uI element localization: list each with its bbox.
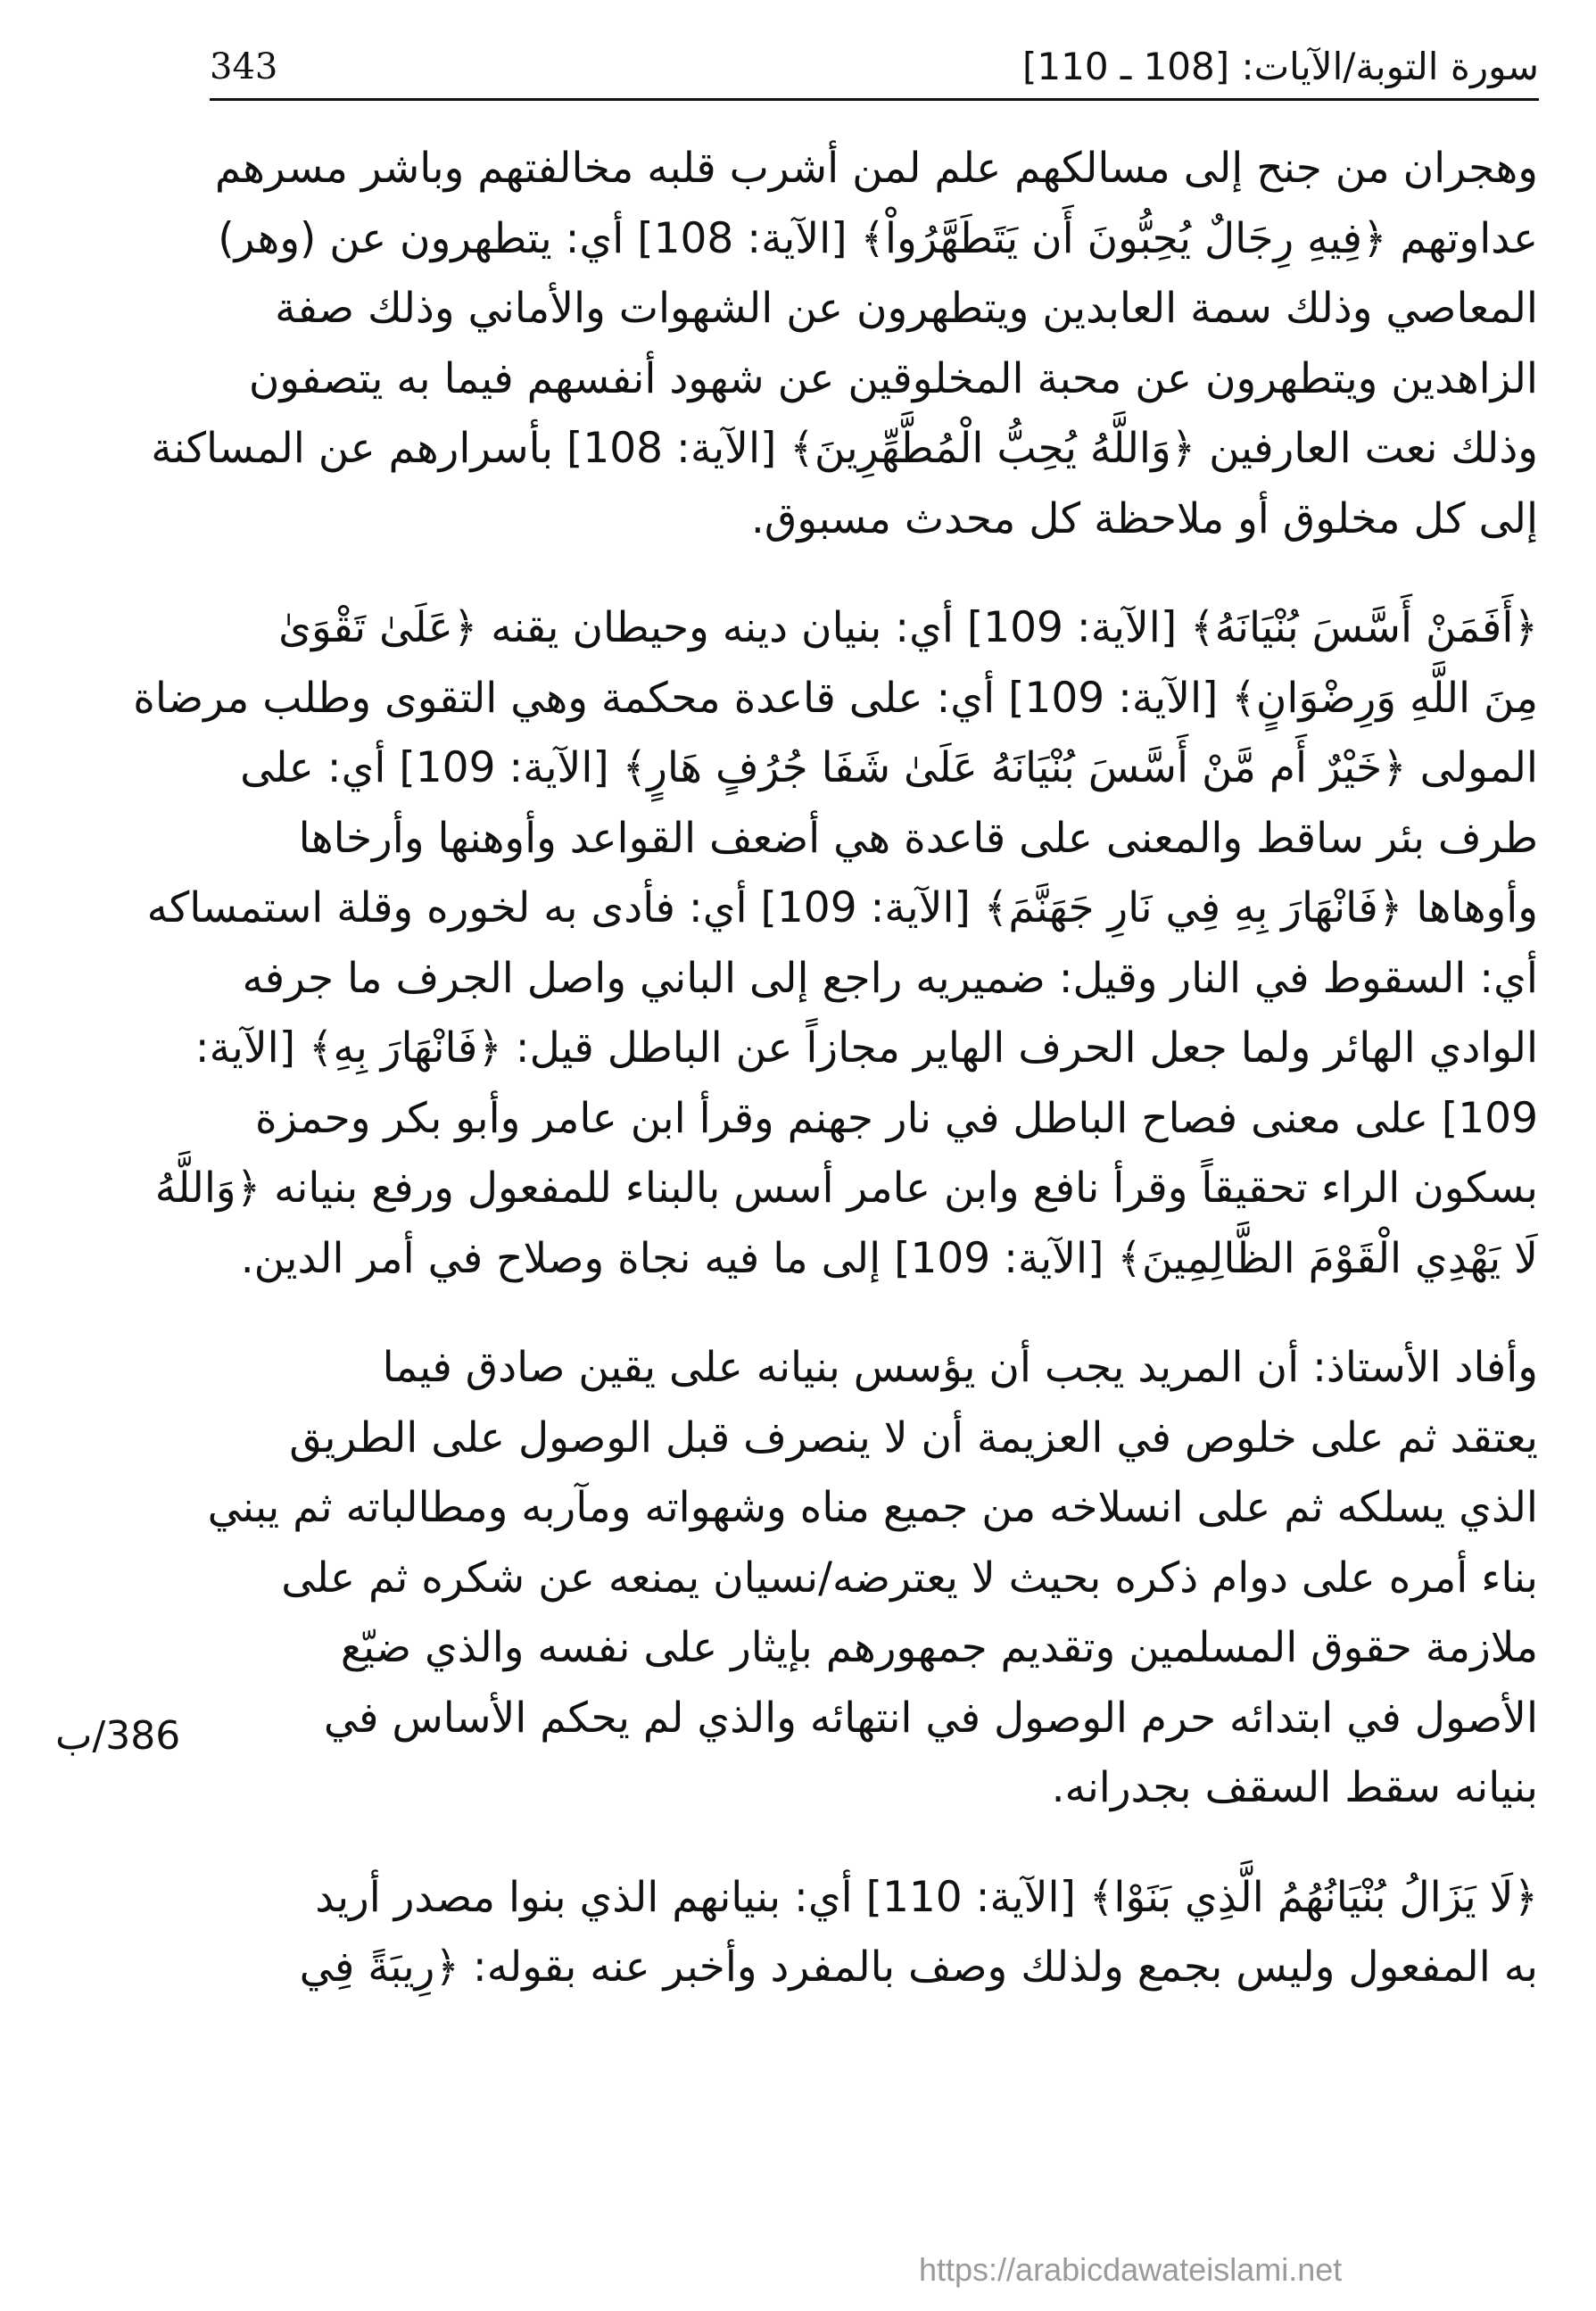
text-line: وذلك نعت العارفين ﴿وَاللَّهُ يُحِبُّ الْمُطَّهِّرِينَ﴾ [الآية: 108] بأسرارهم عن المساكنة: [151, 424, 1538, 473]
page-header: [210, 45, 1539, 101]
text-line: لَا يَهْدِي الْقَوْمَ الظَّالِمِينَ﴾ [الآية: 109] إلى ما فيه نجاة وصلاح في أمر الدين.: [240, 1233, 1538, 1283]
paragraph: [207, 1333, 1538, 1824]
text-line: وأفاد الأستاذ: أن المريد يجب أن يؤسس بنيانه على يقين صادق فيما: [382, 1343, 1538, 1392]
text-line: المولى ﴿خَيْرٌ أَم مَّنْ أَسَّسَ بُنْيَانَهُ عَلَىٰ شَفَا جُرُفٍ هَارٍ﴾ [الآية: 109] أي: على: [240, 743, 1538, 792]
text-line: ﴿لَا يَزَالُ بُنْيَانُهُمُ الَّذِي بَنَوْا﴾ [الآية: 110] أي: بنيانهم الذي بنوا مصدر أريد: [315, 1872, 1538, 1922]
text-line: به المفعول وليس بجمع ولذلك وصف بالمفرد وأخبر عنه بقوله: ﴿رِيبَةً فِي: [299, 1942, 1538, 1992]
text-line: مِنَ اللَّهِ وَرِضْوَانٍ﴾ [الآية: 109] أي: على قاعدة محكمة وهي التقوى وطلب مرضاة: [133, 673, 1538, 723]
page-body: [133, 134, 1538, 2003]
page-number: 343: [210, 46, 278, 87]
text-line: الذي يسلكه ثم على انسلاخه من جميع مناه وشهواته ومآربه ومطالباته ثم يبني: [207, 1483, 1538, 1532]
paragraph: [211, 1863, 1538, 2003]
text-line: الزاهدين ويتطهرون عن محبة المخلوقين عن شهود أنفسهم فيما به يتصفون: [248, 353, 1538, 403]
text-line: أي: السقوط في النار وقيل: ضميريه راجع إلى الباني واصل الجرف ما جرفه: [242, 953, 1538, 1003]
paragraph-gap: [211, 554, 1538, 593]
paragraph-gap: [211, 1294, 1538, 1333]
margin-folio-note: 386/ب: [55, 1713, 181, 1759]
text-line: طرف بئر ساقط والمعنى على قاعدة هي أضعف القواعد وأوهنها وأرخاها: [298, 813, 1538, 863]
text-line: الوادي الهائر ولما جعل الحرف الهاير مجازاً عن الباطل قيل: ﴿فَانْهَارَ بِهِ﴾ [الآية:: [194, 1023, 1538, 1073]
text-line: بسكون الراء تحقيقاً وقرأ نافع وابن عامر أسس بالبناء للمفعول ورفع بنيانه ﴿وَاللَّهُ: [154, 1164, 1538, 1213]
paragraph: [151, 134, 1538, 554]
text-line: وأوهاها ﴿فَانْهَارَ بِهِ فِي نَارِ جَهَنَّمَ﴾ [الآية: 109] أي: فأدى به لخوره وقلة استمساكه: [146, 883, 1538, 932]
text-line: إلى كل مخلوق أو ملاحظة كل محدث مسبوق.: [750, 493, 1538, 543]
text-line: 109] على معنى فصاح الباطل في نار جهنم وقرأ ابن عامر وأبو بكر وحمزة: [254, 1093, 1538, 1143]
text-line: وهجران من جنح إلى مسالكهم علم لمن أشرب قلبه مخالفتهم وباشر مسرهم: [214, 144, 1538, 193]
text-line: المعاصي وذلك سمة العابدين ويتطهرون عن الشهوات والأماني وذلك صفة: [275, 284, 1538, 333]
paragraph: [133, 593, 1538, 1294]
text-line: بناء أمره على دوام ذكره بحيث لا يعترضه/نسيان يمنعه عن شكره ثم على: [281, 1553, 1538, 1603]
paragraph-gap: [211, 1824, 1538, 1863]
text-line: ملازمة حقوق المسلمين وتقديم جمهورهم بإيثار على نفسه والذي ضيّع: [340, 1623, 1538, 1672]
watermark-url: https://arabicdawateislami.net: [919, 2251, 1343, 2288]
text-line: ﴿أَفَمَنْ أَسَّسَ بُنْيَانَهُ﴾ [الآية: 109] أي: بنيان دينه وحيطان يقنه ﴿عَلَىٰ تَقْوَىٰ: [278, 603, 1538, 652]
text-line: عداوتهم ﴿فِيهِ رِجَالٌ يُحِبُّونَ أَن يَتَطَهَّرُواْ﴾ [الآية: 108] أي: يتطهرون عن (وهر): [218, 213, 1538, 263]
text-line: الأصول في ابتدائه حرم الوصول في انتهائه والذي لم يحكم الأساس في: [323, 1693, 1538, 1743]
text-line: يعتقد ثم على خلوص في العزيمة أن لا ينصرف قبل الوصول على الطريق: [289, 1412, 1538, 1462]
text-line: بنيانه سقط السقف بجدرانه.: [1051, 1763, 1538, 1812]
running-title: سورة التوبة/الآيات: [108 ـ 110]: [1021, 45, 1539, 88]
